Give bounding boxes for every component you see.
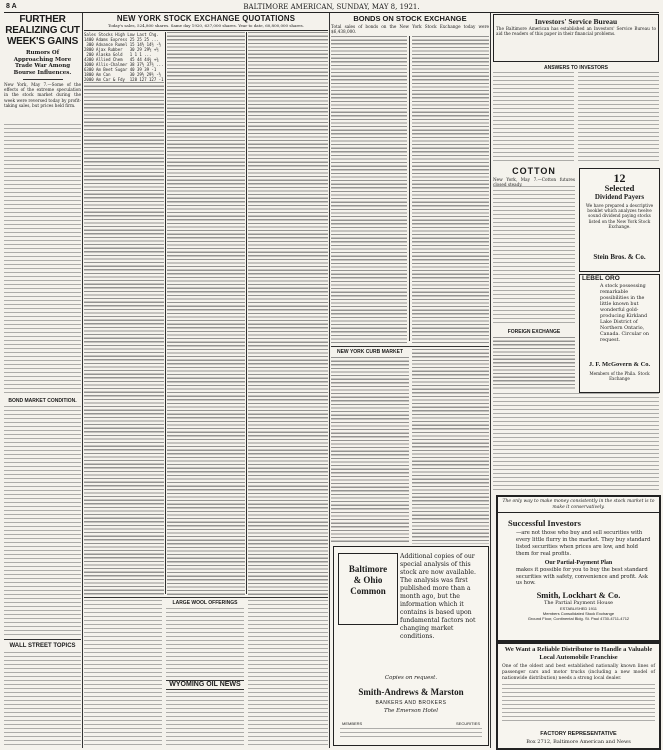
smith-address: Ground Floor, Continental Bldg. St. Paul 4730-4711-4712 bbox=[527, 615, 630, 621]
forex-headline: FOREIGN EXCHANGE bbox=[507, 329, 561, 335]
table-row: 2800 Ajax Rubber 30 29 29½ +½ bbox=[84, 47, 159, 52]
table-row: 1400 Adams Express 25 25 25 ... bbox=[84, 37, 159, 42]
smith-tagline: The only way to make money consistently in the stock market is to make it conservatively. bbox=[498, 497, 659, 513]
smith-firm-sub: The Partial Payment House bbox=[544, 599, 613, 606]
investors-bureau-headline: Investors' Service Bureau bbox=[534, 17, 618, 26]
distributor-headline: We Want a Reliable Distributor to Handle a Valuable Local Automobile Franchise bbox=[504, 646, 653, 661]
left-story-deck: Rumors Of Approaching More Trade War Among Bourse Influences. bbox=[13, 50, 72, 76]
smith-established: ESTABLISHED 1911 bbox=[560, 605, 597, 611]
cotton-headline: COTTON bbox=[512, 166, 556, 176]
table-row: 1800 Am Can 30 29½ 29½ -½ bbox=[84, 72, 162, 77]
masthead-title: BALTIMORE AMERICAN, SUNDAY, MAY 8, 1921. bbox=[243, 3, 420, 11]
curb-market-cont bbox=[412, 349, 489, 544]
cotton-dateline: New York, May 7.—Cotton futures closed steady. bbox=[493, 177, 575, 188]
bottom-text-1 bbox=[84, 600, 162, 748]
dividend-body: We have prepared a descriptive booklet which analyzes twelve sound dividend paying stocks listed on the New York Stock Exchange. bbox=[585, 203, 654, 229]
bonds-section bbox=[331, 14, 489, 344]
lebel-headline: LEBEL ORO bbox=[582, 275, 620, 282]
column-rule bbox=[82, 13, 83, 748]
left-story-dateline: New York, May 7.—Some of the effects of the extreme speculation in the stock market during the week were reversed today by profit-taking sales, but prices held firm. bbox=[4, 82, 81, 108]
table-row: 1000 Allis-Chalmer 38 37½ 37½ ... bbox=[84, 62, 164, 67]
left-story-subhead: BOND MARKET CONDITION. bbox=[8, 398, 77, 404]
distributor-body: One of the oldest and best established nationally known lines of passenger cars and motor trucks (including a new model of nationwide distribution) needs a strong local dealer. bbox=[502, 664, 655, 681]
left-story bbox=[4, 14, 81, 747]
distributor-footer1: FACTORY REPRESENTATIVE bbox=[540, 731, 617, 737]
smith-firm: Smith, Lockhart & Co. bbox=[536, 589, 621, 600]
curb-headline: NEW YORK CURB MARKET bbox=[336, 349, 404, 355]
answers-headline: ANSWERS TO INVESTORS bbox=[544, 65, 608, 71]
b-and-o-firm: Smith-Andrews & Marston bbox=[358, 687, 464, 697]
b-and-o-left-note: MEMBERS bbox=[342, 721, 363, 726]
smith-plan-body: makes it possible for you to buy the best standard securities with safety, convenience and profit. Ask us how. bbox=[516, 567, 648, 586]
smith-plan-head: Our Partial-Payment Plan bbox=[544, 560, 613, 566]
bottom-text-3 bbox=[248, 600, 328, 748]
dividend-ad bbox=[579, 168, 660, 272]
b-and-o-ad bbox=[333, 546, 489, 746]
smith-body: —are not those who buy and sell securities with every little flurry in the market. They buy standard listed securities when prices are low, and hold them for real profits. bbox=[516, 530, 651, 557]
page-number: 8 A bbox=[6, 3, 17, 10]
wall-street-topics-head: WALL STREET TOPICS bbox=[9, 643, 76, 649]
bonds-summary: Total sales of bonds on the New York Stock Exchange today were $6,438,000. bbox=[331, 24, 489, 35]
b-and-o-line1: Baltimore bbox=[348, 564, 388, 574]
smith-lockhart-ad bbox=[496, 495, 661, 642]
investors-bureau-text: The Baltimore American has established an Investors' Service Bureau to aid the readers of this paper in their financial problems. bbox=[496, 26, 656, 37]
column-rule bbox=[490, 13, 491, 748]
wyoming-headline: WYOMING OIL NEWS bbox=[166, 680, 244, 690]
table-row: 200 Alaska Gold 1 1 1 ... bbox=[84, 52, 152, 57]
wool-headline: LARGE WOOL OFFERINGS bbox=[172, 600, 238, 606]
cotton-section bbox=[493, 166, 575, 391]
distributor-footer2: Box 2712, Baltimore American and News bbox=[526, 739, 631, 745]
right-mid-text bbox=[493, 393, 659, 491]
lebel-firm: J. F. McGovern & Co. bbox=[588, 361, 651, 368]
b-and-o-title-box bbox=[338, 553, 398, 625]
b-and-o-request: Copies on request. bbox=[384, 675, 438, 681]
lebel-address: Members of the Phila. Stock Exchange bbox=[589, 371, 650, 382]
dividend-title2: Dividend Payers bbox=[594, 193, 645, 201]
b-and-o-line2: & Ohio bbox=[353, 575, 383, 585]
table-row: 6300 Am Beet Sugar 40 39 39 -1 bbox=[84, 67, 157, 72]
b-and-o-line3: Common bbox=[350, 586, 386, 596]
bonds-headline: BONDS ON STOCK EXCHANGE bbox=[353, 14, 467, 23]
b-and-o-right-note: SECURITIES bbox=[455, 721, 480, 726]
dividend-firm: Stein Bros. & Co. bbox=[593, 253, 646, 261]
dividend-number: 12 bbox=[613, 171, 626, 185]
b-and-o-hotel: The Emerson Hotel bbox=[383, 708, 439, 714]
b-and-o-body: Additional copies of our special analysis of this stock are now available. The analysis was first published more than a month ago, but the information which it contains is based upon fundamental factors not changing market conditions. bbox=[400, 553, 476, 640]
smith-members: Members Consolidated Stock Exchange bbox=[542, 610, 615, 616]
column-rule bbox=[329, 13, 330, 748]
lebel-oro-ad bbox=[579, 274, 660, 393]
dividend-title1: Selected bbox=[604, 183, 635, 193]
stock-quotations-summary: Today's sales, 524,800 shares. Same day 1920, 637,000 shares. Year to date, 60,800,000 shares. bbox=[107, 23, 304, 28]
lebel-body: A stock possessing remarkable possibilities in the little known but wonderful gold-producing Kirkland Lake District of Northern Ontario, Canada. Circular on request. bbox=[600, 284, 649, 343]
smith-headline: Successful Investors bbox=[508, 518, 581, 528]
investors-bureau bbox=[493, 14, 659, 164]
stock-quotations-headline: NEW YORK STOCK EXCHANGE QUOTATIONS bbox=[116, 14, 296, 23]
curb-market bbox=[331, 349, 409, 544]
distributor-ad bbox=[496, 642, 661, 750]
masthead bbox=[4, 2, 659, 13]
table-row: 2000 Am Car & Fdy 128 127 127 -1 bbox=[84, 77, 164, 82]
table-row: 300 Advance Rumel 15 14½ 14½ -½ bbox=[84, 42, 162, 47]
stock-table-sample bbox=[84, 32, 164, 82]
table-row: 4300 Allied Chem 45 44 44¾ +¾ bbox=[84, 57, 159, 62]
stock-table-header: Sales Stocks High Low Last Chg. bbox=[84, 32, 159, 37]
wool-news bbox=[166, 600, 244, 748]
left-story-headline: FURTHER REALIZING CUT WEEK'S GAINS bbox=[5, 14, 80, 47]
stock-quotations bbox=[84, 14, 328, 596]
b-and-o-firm-sub: BANKERS AND BROKERS bbox=[375, 700, 447, 706]
